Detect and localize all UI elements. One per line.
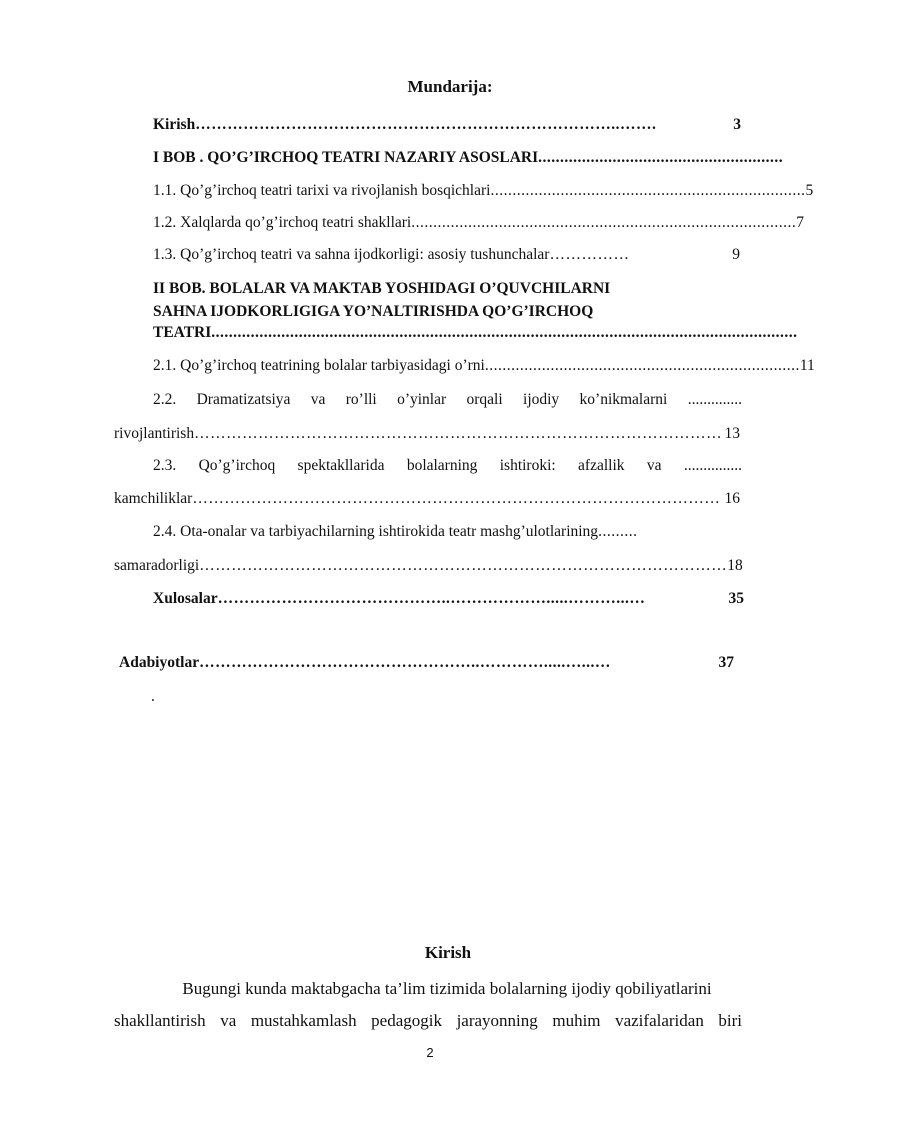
intro-word: vazifalaridan (615, 1011, 704, 1030)
toc-entry-label: 1.1. Qo’g’irchoq teatri tarixi va rivojlanish bosqichlari (153, 182, 491, 199)
toc-leader-dots: ........................................................................ (484, 357, 800, 374)
toc-page-number: 13 (724, 425, 740, 442)
toc-word: orqali (466, 391, 503, 408)
toc-leader-dots: .............. (687, 391, 742, 408)
toc-word: Qo’g’irchoq (198, 457, 276, 474)
intro-word: pedagogik (371, 1011, 442, 1030)
toc-entry-label: 1.2. Xalqlarda qo’g’irchoq teatri shakllari (153, 214, 412, 231)
toc-word: 2.2. (153, 391, 177, 408)
toc-leader-dots: ........................................................................................ (411, 214, 797, 231)
toc-entry-kirish (153, 115, 741, 135)
toc-entry-label: 2.4. Ota-onalar va tarbiyachilarning ishtirokida teatr mashg’ulotlarining (153, 523, 599, 540)
toc-word: 2.3. (153, 457, 177, 474)
toc-word: ko’nikmalarni (579, 391, 668, 408)
intro-paragraph-line-2 (114, 1005, 742, 1037)
toc-entry-1-3 (153, 245, 740, 265)
toc-entry-1-1 (153, 181, 814, 201)
toc-entry-chapter-2-line-2: SAHNA IJODKORLIGIGA YO’NALTIRISHDA QO’G’IRCHOQ (153, 303, 594, 320)
toc-page-number: 7 (796, 214, 804, 231)
toc-entry-label: samaradorligi (114, 557, 200, 574)
toc-leader-dots: ……………………………………..……………….....………...… (217, 590, 646, 607)
intro-word: shakllantirish (114, 1011, 206, 1030)
toc-entry-chapter-2-line-1: II BOB. BOLALAR VA MAKTAB YOSHIDAGI O’QUVCHILARNI (153, 280, 611, 297)
toc-entry-label: Adabiyotlar (119, 654, 200, 671)
toc-page-number: 11 (799, 357, 815, 374)
toc-entry-2-3-line-2 (114, 489, 740, 509)
toc-entry-2-2-line-2 (114, 424, 740, 444)
toc-title: Mundarija: (407, 77, 493, 96)
toc-page-number: 9 (732, 246, 740, 263)
intro-word: mustahkamlash (250, 1011, 357, 1030)
toc-entry-2-4-line-1 (153, 522, 742, 542)
toc-entry-label: 1.3. Qo’g’irchoq teatri va sahna ijodkorligi: asosiy tushunchalar (153, 246, 550, 263)
toc-entry-adabiyotlar (119, 653, 734, 673)
stray-dot: . (151, 688, 155, 705)
toc-word: ishtiroki: (499, 457, 556, 474)
toc-word: ijodiy (523, 391, 560, 408)
toc-entry-chapter-1 (153, 148, 784, 168)
toc-entry-xulosalar (153, 589, 744, 609)
toc-leader-dots: ...................................................................................................................................... (211, 324, 798, 341)
toc-page-number: 16 (724, 490, 740, 507)
toc-leader-dots: ........................................................................ (490, 182, 806, 199)
toc-entry-2-3-line-1 (153, 456, 742, 476)
toc-page-number: 37 (718, 654, 734, 671)
toc-entry-chapter-2-line-3 (153, 323, 798, 343)
toc-word: bolalarning (406, 457, 478, 474)
toc-page-number: 18 (727, 557, 743, 574)
toc-leader-dots: ........................................................ (538, 149, 784, 166)
toc-word: va (310, 391, 326, 408)
toc-entry-label: Kirish (153, 116, 196, 133)
toc-leader-dots: ……………………………………………………………………………………… (192, 490, 721, 507)
toc-entry-label: 2.1. Qo’g’irchoq teatrining bolalar tarbiyasidagi o’rni (153, 357, 485, 374)
toc-word: ro’lli (345, 391, 377, 408)
toc-leader-dots: ……………………………………………………………………..……. (195, 116, 657, 133)
toc-page-number: 5 (805, 182, 814, 199)
intro-word: jarayonning (456, 1011, 538, 1030)
section-heading-kirish: Kirish (424, 943, 472, 962)
toc-entry-label: TEATRI (153, 324, 212, 341)
toc-leader-dots: ……………………………………………………………………………………… (194, 425, 723, 442)
toc-leader-dots: …………… (549, 246, 630, 263)
toc-page-number: 35 (728, 590, 744, 607)
toc-word: spektakllarida (297, 457, 385, 474)
toc-entry-2-1 (153, 356, 815, 376)
toc-leader-dots: ............... (683, 457, 742, 474)
toc-leader-dots: ……………………………………………………………………………………… (199, 557, 728, 574)
intro-word: biri (718, 1011, 742, 1030)
toc-entry-label: I BOB . QO’G’IRCHOQ TEATRI NAZARIY ASOSLARI (153, 149, 539, 166)
toc-word: va (646, 457, 662, 474)
intro-word: muhim (552, 1011, 601, 1030)
toc-entry-1-2 (153, 213, 804, 233)
toc-word: o’yinlar (397, 391, 447, 408)
toc-entry-label: kamchiliklar (114, 490, 193, 507)
page-number: 2 (426, 1045, 434, 1060)
toc-page-number: 3 (733, 116, 741, 133)
toc-entry-2-4-line-2 (114, 556, 743, 576)
toc-entry-label: rivojlantirish (114, 425, 195, 442)
toc-word: afzallik (578, 457, 625, 474)
toc-entry-2-2-line-1 (153, 390, 742, 410)
toc-leader-dots: ……………………………………………..………….....…...… (199, 654, 611, 671)
intro-paragraph-line-1: Bugungi kunda maktabgacha ta’lim tizimida bolalarning ijodiy qobiliyatlarini (182, 979, 712, 998)
toc-entry-label: Xulosalar (153, 590, 218, 607)
intro-word: va (220, 1011, 237, 1030)
toc-leader-dots: ......... (598, 523, 638, 540)
toc-word: Dramatizatsiya (196, 391, 291, 408)
